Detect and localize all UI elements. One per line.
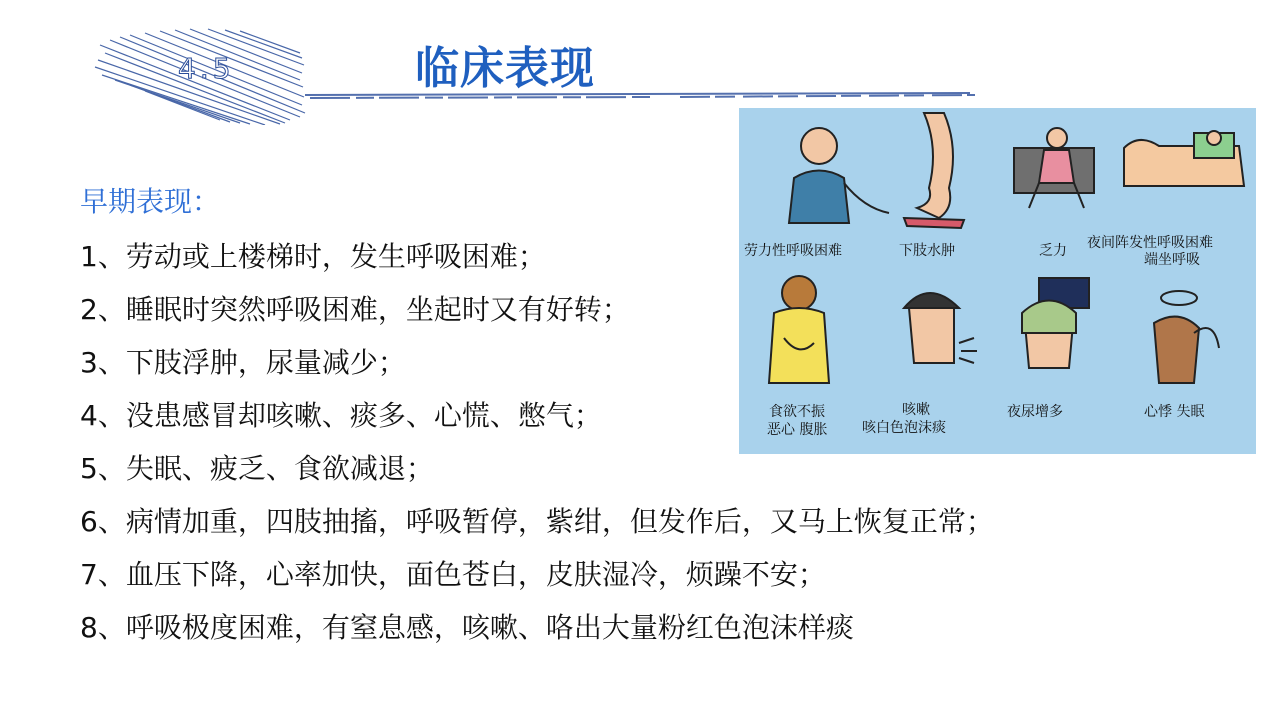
list-item: 2、睡眠时突然呼吸困难，坐起时又有好转；	[80, 293, 630, 326]
list-item: 8、呼吸极度困难，有窒息感，咳嗽、咯出大量粉红色泡沫样痰	[80, 611, 854, 644]
figure-nocturia	[1022, 278, 1089, 368]
list-item: 7、血压下降，心率加快，面色苍白，皮肤湿冷，烦躁不安；	[80, 558, 826, 591]
figure-nocturnal-dyspnea	[1124, 131, 1244, 186]
caption-orthopnea: 端坐呼吸	[1144, 252, 1200, 268]
list-item: 3、下肢浮肿，尿量减少；	[80, 346, 406, 379]
caption-white-sputum: 咳白色泡沫痰	[862, 420, 946, 436]
figure-fatigue	[1014, 128, 1094, 208]
caption-nocturnal-dyspnea: 夜间阵发性呼吸困难	[1087, 235, 1213, 251]
caption-edema: 下肢水肿	[899, 243, 955, 259]
caption-exertional-dyspnea: 劳力性呼吸困难	[744, 243, 842, 259]
early-signs-heading: 早期表现：	[80, 185, 221, 218]
caption-palpitation-insomnia: 心悸 失眠	[1144, 404, 1205, 420]
caption-anorexia: 食欲不振	[769, 404, 825, 420]
caption-cough: 咳嗽	[902, 402, 930, 418]
list-item: 6、病情加重，四肢抽搐，呼吸暂停，紫绀，但发作后，又马上恢复正常；	[80, 505, 994, 538]
list-item: 5、失眠、疲乏、食欲减退；	[80, 452, 434, 485]
list-item: 4、没患感冒却咳嗽、痰多、心慌、憋气；	[80, 399, 602, 432]
symptom-list	[80, 180, 994, 654]
caption-nausea-bloating: 恶心 腹胀	[767, 422, 828, 438]
slide-title: 临床表现	[415, 43, 595, 94]
list-item: 1、劳动或上楼梯时，发生呼吸困难；	[80, 240, 546, 273]
caption-fatigue: 乏力	[1039, 243, 1067, 259]
caption-nocturia: 夜尿增多	[1007, 404, 1063, 420]
figure-palpitation	[1154, 291, 1219, 383]
section-number: 4.5	[178, 52, 235, 85]
